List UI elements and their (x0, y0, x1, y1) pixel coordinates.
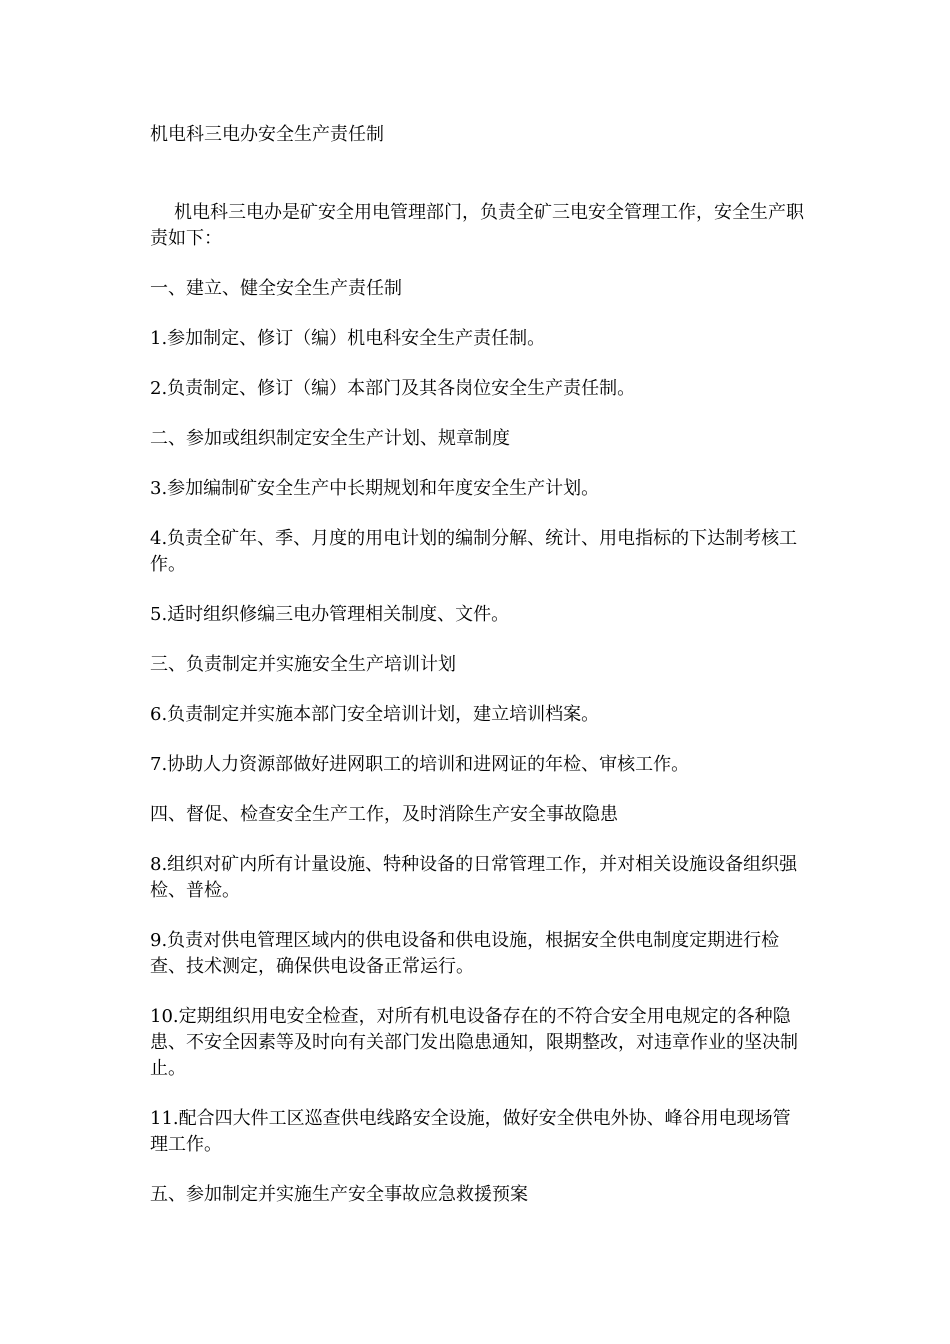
list-item-11: 11.配合四大件工区巡查供电线路安全设施，做好安全供电外协、峰谷用电现场管理工作。 (150, 1108, 791, 1155)
document-body (150, 120, 806, 1208)
list-item-3: 3.参加编制矿安全生产中长期规划和年度安全生产计划。 (150, 478, 600, 499)
list-item-6: 6.负责制定并实施本部门安全培训计划，建立培训档案。 (150, 704, 600, 725)
list-item-10: 10.定期组织用电安全检查，对所有机电设备存在的不符合安全用电规定的各种隐患、不安全因素等及时向有关部门发出隐患通知，限期整改，对违章作业的坚决制止。 (150, 1006, 798, 1079)
list-item-1: 1.参加制定、修订（编）机电科安全生产责任制。 (150, 328, 546, 349)
list-item-5: 5.适时组织修编三电办管理相关制度、文件。 (150, 604, 510, 625)
list-item-9: 9.负责对供电管理区域内的供电设备和供电设施，根据安全供电制度定期进行检查、技术测定，确保供电设备正常运行。 (150, 930, 780, 977)
list-item-8: 8.组织对矿内所有计量设施、特种设备的日常管理工作，并对相关设施设备组织强检、普检。 (150, 854, 798, 901)
list-item-4: 4.负责全矿年、季、月度的用电计划的编制分解、统计、用电指标的下达制考核工作。 (150, 528, 798, 575)
list-item-7: 7.协助人力资源部做好进网职工的培训和进网证的年检、审核工作。 (150, 754, 690, 775)
list-item-2: 2.负责制定、修订（编）本部门及其各岗位安全生产责任制。 (150, 378, 636, 399)
section-heading-2: 二、参加或组织制定安全生产计划、规章制度 (150, 428, 510, 449)
document-title: 机电科三电办安全生产责任制 (150, 124, 384, 145)
section-heading-3: 三、负责制定并实施安全生产培训计划 (150, 654, 456, 675)
section-heading-5: 五、参加制定并实施生产安全事故应急救援预案 (150, 1184, 528, 1205)
section-heading-4: 四、督促、检查安全生产工作，及时消除生产安全事故隐患 (150, 804, 618, 825)
section-heading-1: 一、建立、健全安全生产责任制 (150, 278, 402, 299)
intro-paragraph: 机电科三电办是矿安全用电管理部门，负责全矿三电安全管理工作，安全生产职责如下： (150, 202, 804, 249)
